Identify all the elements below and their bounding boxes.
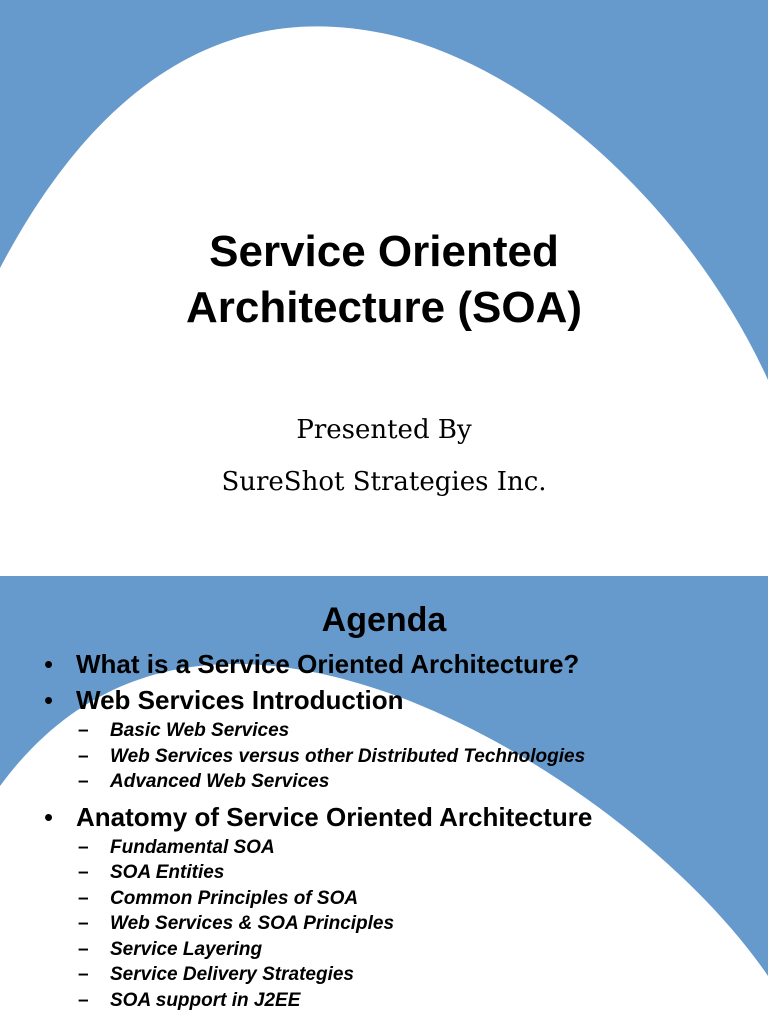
agenda-sub-list	[78, 835, 748, 1014]
slide-title	[0, 224, 768, 336]
subtitle-presented-by: Presented By	[296, 415, 472, 445]
agenda-sub-item: – Fundamental SOA	[78, 835, 748, 861]
agenda-sub-item: – Common Principles of SOA	[78, 886, 748, 912]
agenda-item-label: What is a Service Oriented Architecture?	[76, 649, 580, 679]
agenda-sub-item: – Basic Web Services	[78, 718, 748, 744]
agenda-sub-item: – Service Delivery Strategies	[78, 962, 748, 988]
agenda-sub-item: – SOA support in J2EE	[78, 988, 748, 1014]
agenda-sub-item: – Advanced Web Services	[78, 769, 748, 795]
agenda-sub-item: – Web Services versus other Distributed Technologies	[78, 744, 748, 770]
subtitle-company: SureShot Strategies Inc.	[221, 467, 547, 497]
agenda-slide	[0, 576, 768, 1024]
agenda-item	[44, 803, 748, 1014]
agenda-item-label: Web Services Introduction	[76, 685, 404, 715]
slide-subtitle	[0, 404, 768, 508]
agenda-sub-item: – Web Services & SOA Principles	[78, 911, 748, 937]
agenda-sub-item: – Service Layering	[78, 937, 748, 963]
agenda-item	[44, 650, 748, 678]
agenda-sub-item: – SOA Entities	[78, 860, 748, 886]
agenda-item-label: Anatomy of Service Oriented Architecture	[76, 801, 593, 832]
agenda-sub-list	[78, 718, 748, 795]
agenda-list	[44, 650, 748, 1021]
slide-title-line-1: Service Oriented	[209, 227, 559, 276]
agenda-title: Agenda	[321, 601, 447, 639]
slide-title-line-2: Architecture (SOA)	[185, 283, 583, 332]
agenda-item	[44, 686, 748, 795]
